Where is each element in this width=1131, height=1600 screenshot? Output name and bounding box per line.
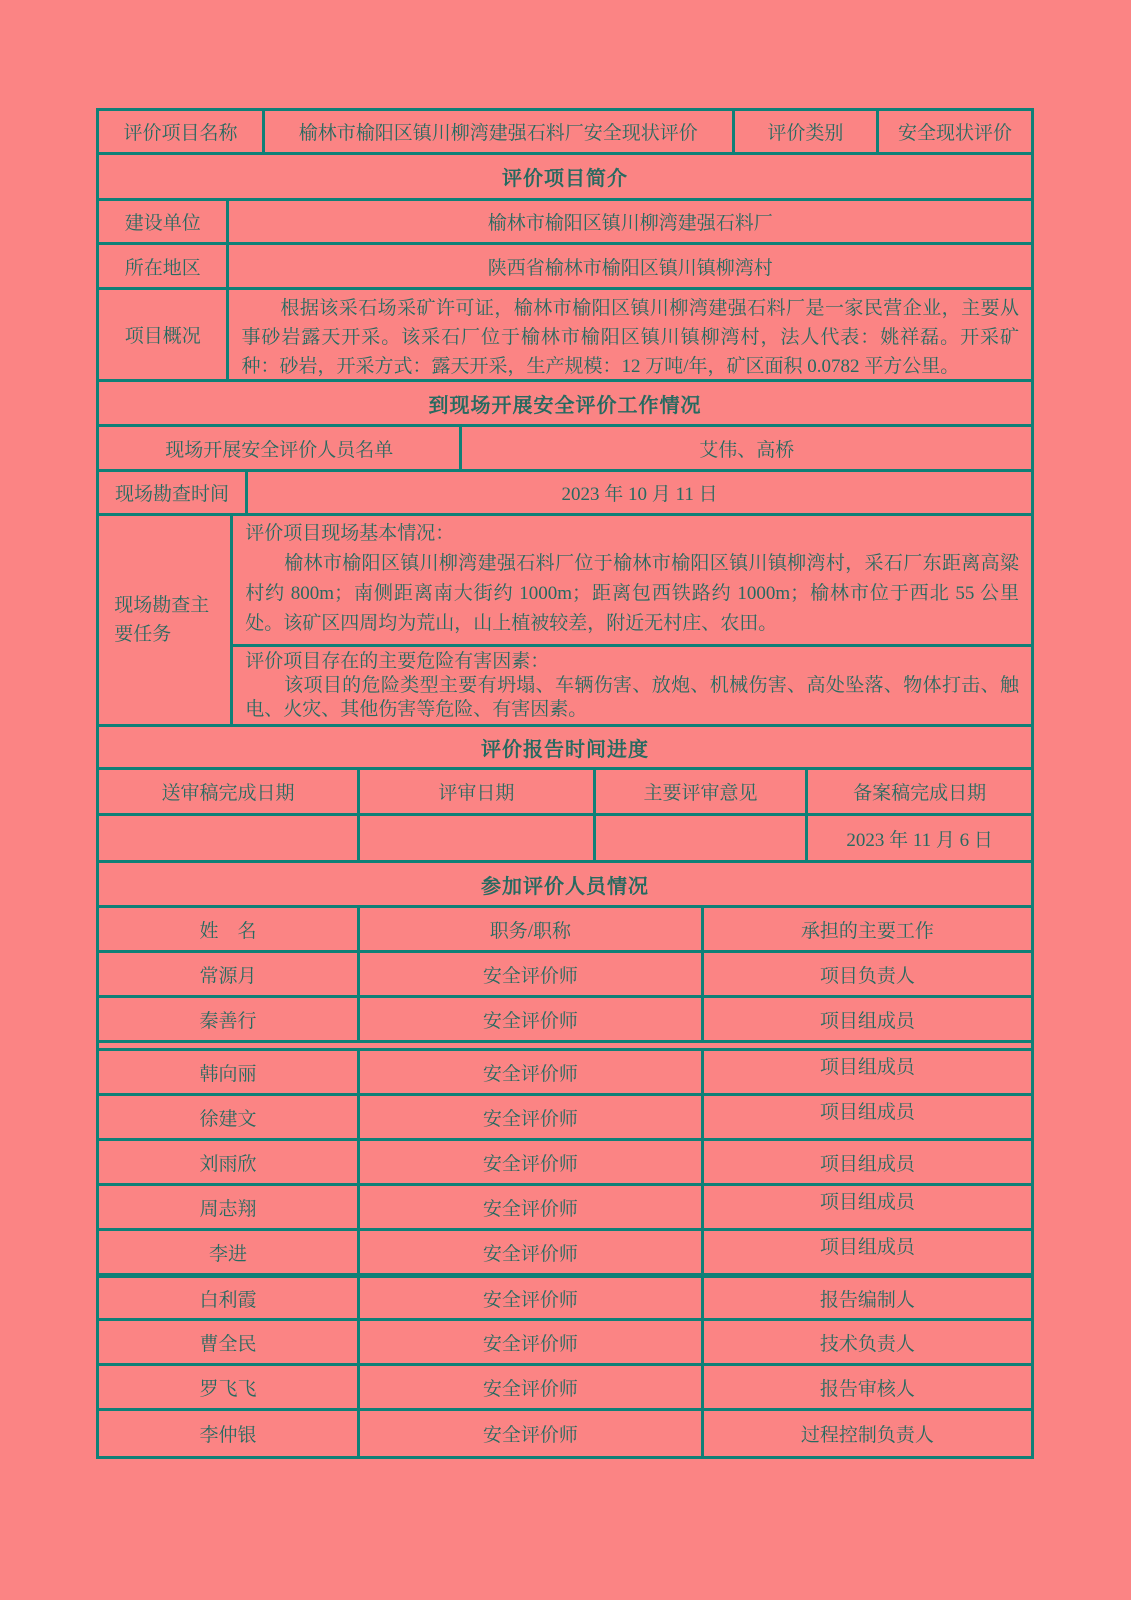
- survey-tasks-label-text: 现场勘查主要任务: [114, 595, 210, 645]
- site-basic-text: 榆林市榆阳区镇川柳湾建强石料厂位于榆林市榆阳区镇川镇柳湾村，采石厂东距离高粱村约 800m；南侧距离南大街约 1000m；距离包西铁路约 1000m；榆林市位于西北 55 公里处。该矿区四周均为荒山，山上植被较差，附近无村庄、农田。: [245, 553, 1019, 634]
- participant-title: 安全评价师: [360, 1051, 704, 1093]
- overview-text: 根据该采石场采矿许可证，榆林市榆阳区镇川柳湾建强石料厂是一家民营企业，主要从事砂岩露天开采。该采石厂位于榆林市榆阳区镇川镇柳湾村，法人代表：姚祥磊。开采矿种：砂岩，开采方式：露天开采，生产规模：12 万吨/年，矿区面积 0.0782 平方公里。: [241, 298, 1019, 377]
- participant-row: [99, 1231, 1031, 1276]
- participant-name: 周志翔: [99, 1186, 360, 1228]
- project-name-label: 评价项目名称: [99, 111, 265, 152]
- participant-name: 刘雨欣: [99, 1141, 360, 1183]
- section-row-participants: [99, 863, 1031, 908]
- builder-row: [99, 201, 1031, 245]
- participant-name: 罗飞飞: [99, 1366, 360, 1408]
- category-label: 评价类别: [735, 111, 879, 152]
- category-value: 安全现状评价: [898, 123, 1013, 144]
- builder-label: 建设单位: [99, 201, 229, 242]
- participant-row: [99, 1141, 1031, 1186]
- participant-name: 秦善行: [99, 998, 360, 1040]
- section-row-intro: [99, 155, 1031, 201]
- participant-role: 项目组成员: [819, 1010, 915, 1032]
- participant-role: 过程控制负责人: [800, 1425, 934, 1446]
- participant-name: 徐建文: [99, 1096, 360, 1138]
- participant-role: 报告编制人: [819, 1289, 915, 1311]
- participant-row: [99, 1276, 1031, 1321]
- survey-tasks-row: [99, 516, 1031, 727]
- title-row: [99, 111, 1031, 155]
- participant-role: 项目组成员: [819, 1102, 915, 1123]
- evaluation-table: [96, 108, 1034, 1459]
- participant-title: 安全评价师: [360, 1411, 704, 1456]
- participant-title: 安全评价师: [360, 1278, 704, 1318]
- participant-row: [99, 1051, 1031, 1096]
- survey-tasks-label: [99, 516, 233, 724]
- participant-role: 项目组成员: [819, 1192, 915, 1213]
- section-row-schedule: [99, 727, 1031, 770]
- region-label: 所在地区: [99, 245, 229, 287]
- participant-title: 安全评价师: [360, 1321, 704, 1363]
- participant-name: 常源月: [99, 953, 360, 995]
- staff-list-label: 现场开展安全评价人员名单: [99, 427, 462, 469]
- participant-title: 安全评价师: [360, 1096, 704, 1138]
- survey-date-row: [99, 472, 1031, 516]
- participants-header-row: [99, 908, 1031, 953]
- survey-tasks-details: [233, 516, 1031, 724]
- staff-list-value: 艾伟、高桥: [699, 439, 795, 461]
- hazard-title: 评价项目存在的主要危险有害因素：: [245, 651, 550, 672]
- participants-header-role: 承担的主要工作: [800, 920, 934, 942]
- participants-header-name: 姓 名: [99, 908, 360, 950]
- schedule-header-review-date: 评审日期: [360, 770, 596, 813]
- schedule-header-record: 备案稿完成日期: [853, 783, 987, 804]
- schedule-value-review-date: [360, 816, 596, 860]
- participant-title: 安全评价师: [360, 1366, 704, 1408]
- participant-title: 安全评价师: [360, 953, 704, 995]
- participant-row: [99, 1366, 1031, 1411]
- survey-date-label: 现场勘查时间: [99, 472, 248, 513]
- participant-name: 李进: [99, 1231, 360, 1273]
- builder-value: 榆林市榆阳区镇川柳湾建强石料厂: [487, 213, 773, 234]
- section-title-sitework: 到现场开展安全评价工作情况: [428, 394, 702, 417]
- participant-name: 白利霞: [99, 1278, 360, 1318]
- schedule-header-row: [99, 770, 1031, 816]
- participant-row: [99, 998, 1031, 1043]
- participant-role: 项目负责人: [819, 965, 915, 987]
- project-name-value: 榆林市榆阳区镇川柳湾建强石料厂安全现状评价: [265, 111, 735, 152]
- participant-row: [99, 1186, 1031, 1231]
- section-title-intro: 评价项目简介: [502, 168, 628, 190]
- participant-name: 韩向丽: [99, 1051, 360, 1093]
- region-value: 陕西省榆林市榆阳区镇川镇柳湾村: [487, 257, 773, 279]
- schedule-value-row: [99, 816, 1031, 863]
- section-title-schedule: 评价报告时间进度: [481, 738, 649, 761]
- participant-row: [99, 953, 1031, 998]
- participant-row: [99, 1321, 1031, 1366]
- hazard-text: 该项目的危险类型主要有坍塌、车辆伤害、放炮、机械伤害、高处坠落、物体打击、触电、火灾、其他伤害等危险、有害因素。: [245, 675, 1019, 720]
- site-basic-title: 评价项目现场基本情况：: [245, 523, 455, 544]
- schedule-header-draft: 送审稿完成日期: [99, 770, 360, 813]
- site-basic-cell: [233, 516, 1031, 647]
- participant-role: 项目组成员: [819, 1153, 915, 1175]
- participant-role: 报告审核人: [819, 1378, 915, 1400]
- participant-title: 安全评价师: [360, 1231, 704, 1273]
- participant-title: 安全评价师: [360, 1186, 704, 1228]
- participant-title: 安全评价师: [360, 998, 704, 1040]
- participant-role: 项目组成员: [819, 1057, 915, 1078]
- schedule-value-record: 2023 年 11 月 6 日: [846, 829, 993, 851]
- schedule-value-review-opinion: [596, 816, 808, 860]
- participant-role: 技术负责人: [819, 1333, 915, 1355]
- overview-row: [99, 290, 1031, 382]
- survey-date-value: 2023 年 10 月 11 日: [561, 484, 718, 505]
- section-title-participants: 参加评价人员情况: [481, 875, 649, 898]
- participant-row: [99, 1411, 1031, 1456]
- staff-row: [99, 427, 1031, 472]
- participant-title: 安全评价师: [360, 1141, 704, 1183]
- overview-label: 项目概况: [99, 290, 229, 379]
- hazard-cell: [233, 647, 1031, 721]
- schedule-value-draft: [99, 816, 360, 860]
- participant-row: [99, 1096, 1031, 1141]
- schedule-header-review-opinion: 主要评审意见: [596, 770, 808, 813]
- participant-name: 曹全民: [99, 1321, 360, 1363]
- region-row: [99, 245, 1031, 290]
- participant-role: 项目组成员: [819, 1237, 915, 1258]
- participants-header-title: 职务/职称: [360, 908, 704, 950]
- participants-body: [99, 953, 1031, 1456]
- participant-name: 李仲银: [99, 1411, 360, 1456]
- section-row-sitework: [99, 382, 1031, 427]
- page-break-divider: [99, 1043, 1031, 1051]
